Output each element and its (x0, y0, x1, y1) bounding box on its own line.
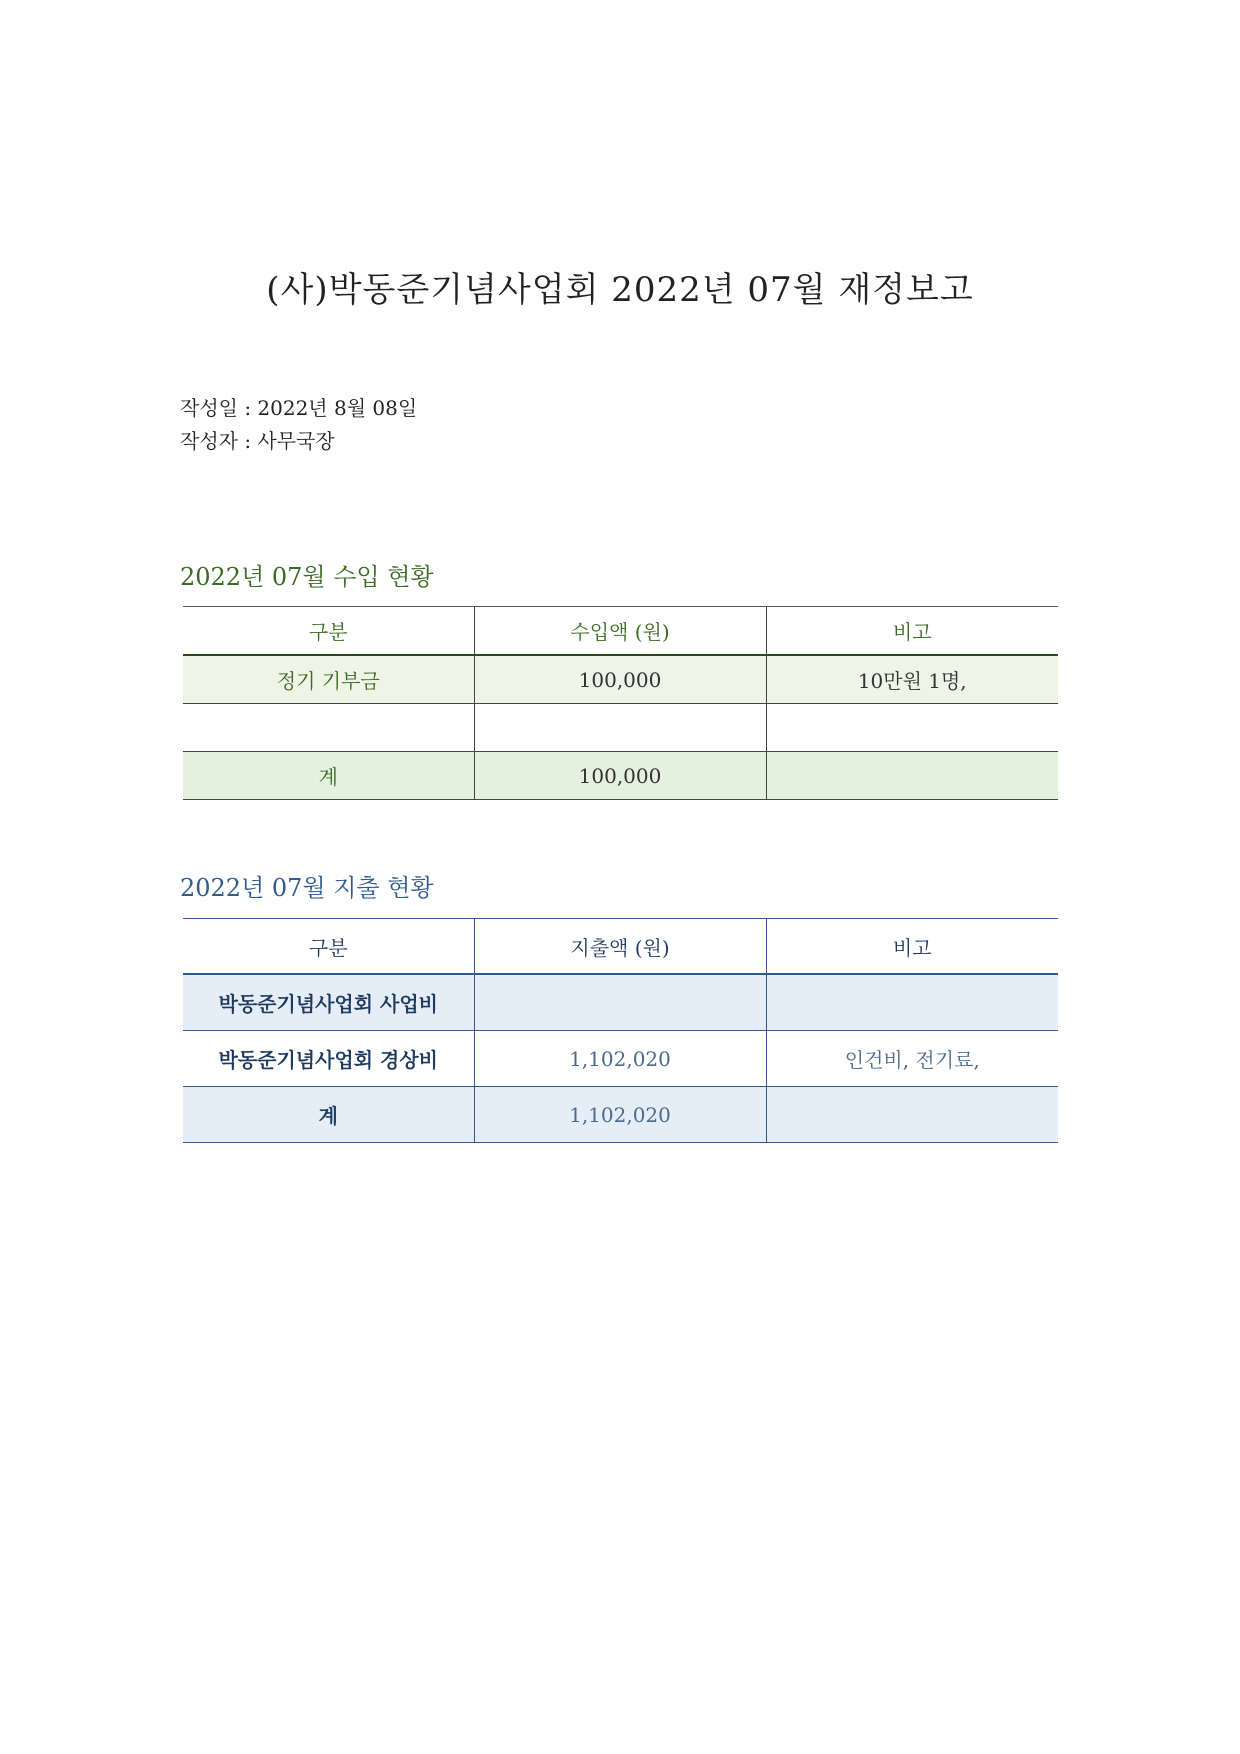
table-row (183, 974, 1058, 1031)
income-header-row (183, 607, 1058, 656)
income-note (766, 704, 1058, 752)
income-amount (474, 704, 766, 752)
author: 작성자 : 사무국장 (180, 429, 335, 453)
income-note: 10만원 1명, (766, 655, 1058, 704)
income-table (183, 606, 1058, 800)
expense-header-row (183, 919, 1058, 975)
table-row (183, 655, 1058, 704)
expense-heading: 2022년 07월 지출 현황 (180, 874, 434, 902)
expense-table (183, 918, 1058, 1143)
expense-category: 박동준기념사업회 경상비 (183, 1031, 474, 1087)
income-category (183, 704, 474, 752)
expense-amount: 1,102,020 (474, 1031, 766, 1087)
income-heading: 2022년 07월 수입 현황 (180, 563, 434, 591)
expense-total-note (766, 1087, 1058, 1143)
expense-amount (474, 974, 766, 1031)
expense-total-label: 계 (183, 1087, 474, 1143)
expense-note (766, 974, 1058, 1031)
report-title: (사)박동준기념사업회 2022년 07월 재정보고 (266, 270, 974, 310)
expense-category: 박동준기념사업회 사업비 (183, 974, 474, 1031)
expense-total-row (183, 1087, 1058, 1143)
expense-col-amount: 지출액 (원) (474, 919, 766, 975)
expense-note: 인건비, 전기료, (766, 1031, 1058, 1087)
created-date: 작성일 : 2022년 8월 08일 (180, 396, 418, 420)
income-amount: 100,000 (474, 655, 766, 704)
income-col-note: 비고 (766, 607, 1058, 656)
income-col-amount: 수입액 (원) (474, 607, 766, 656)
income-total-note (766, 752, 1058, 800)
expense-col-category: 구분 (183, 919, 474, 975)
income-total-amount: 100,000 (474, 752, 766, 800)
income-category: 정기 기부금 (183, 655, 474, 704)
income-total-label: 계 (183, 752, 474, 800)
table-row (183, 1031, 1058, 1087)
expense-col-note: 비고 (766, 919, 1058, 975)
table-row (183, 704, 1058, 752)
expense-total-amount: 1,102,020 (474, 1087, 766, 1143)
income-total-row (183, 752, 1058, 800)
income-col-category: 구분 (183, 607, 474, 656)
